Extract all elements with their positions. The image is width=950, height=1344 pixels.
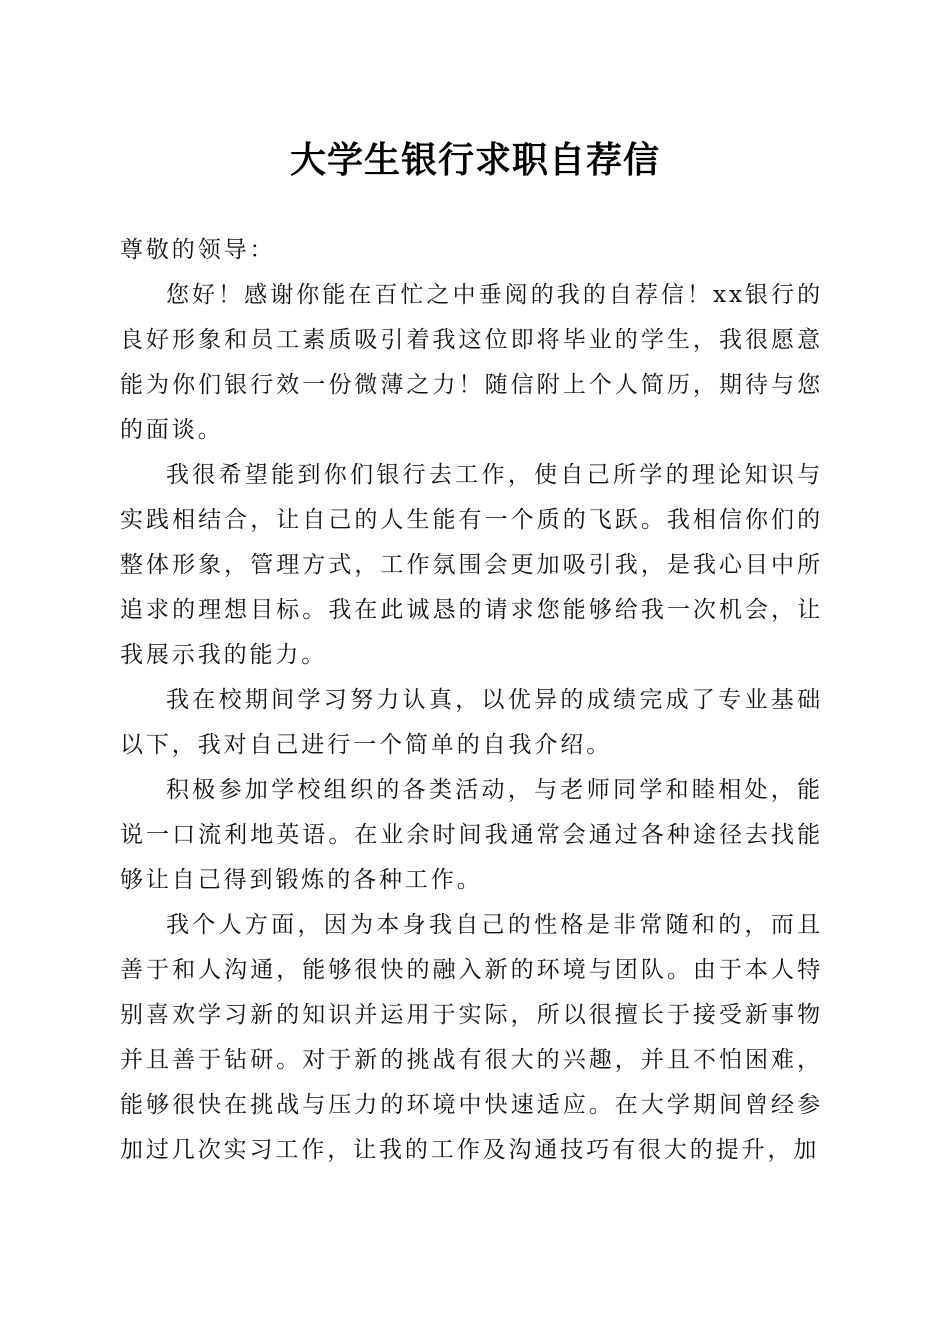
salutation: 尊敬的领导：: [120, 237, 276, 263]
paragraph-3: 我在校期间学习努力认真，以优异的成绩完成了专业基础以下，我对自己进行一个简单的自我介绍。: [120, 687, 823, 758]
paragraph-2: 我很希望能到你们银行去工作，使自己所学的理论知识与实践相结合，让自己的人生能有一个质的飞跃。我相信你们的整体形象，管理方式，工作氛围会更加吸引我，是我心目中所追求的理想目标。我在此诚恳的请求您能够给我一次机会，让我展示我的能力。: [120, 462, 823, 668]
letter-body: [120, 228, 823, 1173]
document-title: 大学生银行求职自荐信: [289, 139, 660, 181]
paragraph-1: 您好！感谢你能在百忙之中垂阅的我的自荐信！xx银行的良好形象和员工素质吸引着我这位即将毕业的学生，我很愿意能为你们银行效一份微薄之力！随信附上个人简历，期待与您的面谈。: [120, 282, 823, 443]
paragraph-5: 我个人方面，因为本身我自己的性格是非常随和的，而且善于和人沟通，能够很快的融入新的环境与团队。由于本人特别喜欢学习新的知识并运用于实际，所以很擅长于接受新事物并且善于钻研。对于新的挑战有很大的兴趣，并且不怕困难，能够很快在挑战与压力的环境中快速适应。在大学期间曾经参加过几次实习工作，让我的工作及沟通技巧有很大的提升，加: [120, 912, 823, 1163]
paragraph-4: 积极参加学校组织的各类活动，与老师同学和睦相处，能说一口流利地英语。在业余时间我通常会通过各种途径去找能够让自己得到锻炼的各种工作。: [120, 777, 823, 893]
